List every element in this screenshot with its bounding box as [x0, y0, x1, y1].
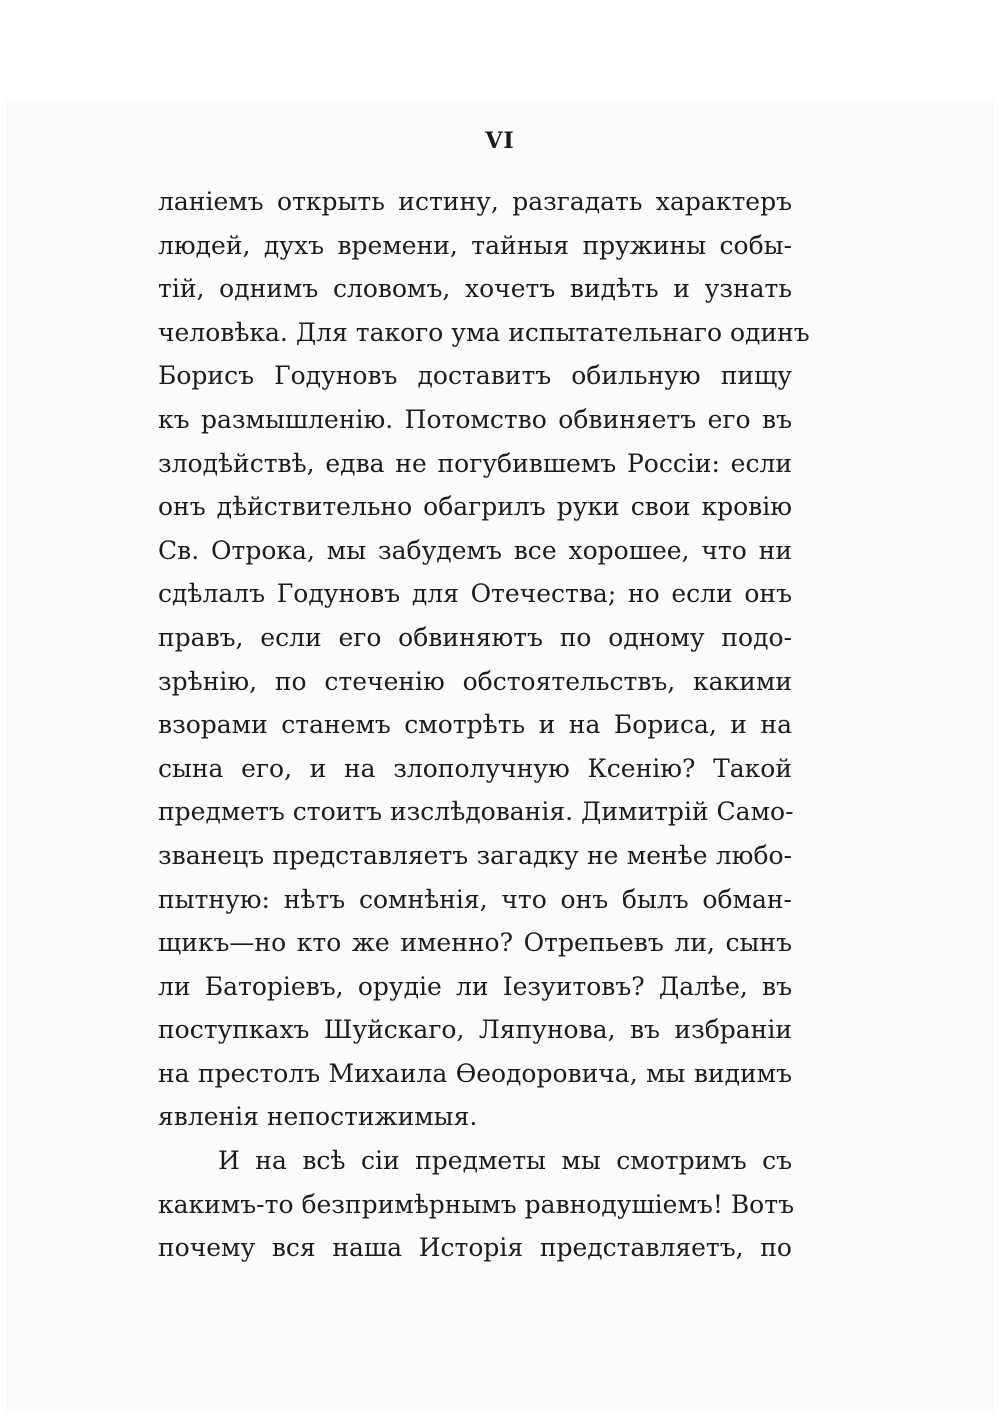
text-line: явленія непостижимыя. [158, 1102, 478, 1132]
page-number: VI [485, 128, 515, 154]
text-line: Св. Отрока, мы забудемъ все хорошее, что ни [158, 535, 792, 565]
text-line: ли Баторіевъ, орудіе ли Іезуитовъ? Далѣе, въ [158, 971, 792, 1001]
text-line: пытную: нѣтъ сомнѣнія, что онъ былъ обман- [158, 884, 792, 914]
text-line: тій, однимъ словомъ, хочетъ видѣть и узнать [158, 274, 792, 304]
text-line: Борисъ Годуновъ доставитъ обильную пищу [158, 361, 792, 391]
text-line: людей, духъ времени, тайныя пружины собы- [158, 230, 792, 260]
paragraph-2 [158, 1139, 792, 1270]
text-line: сына его, и на злополучную Ксенію? Такой [158, 753, 792, 783]
text-line: человѣка. Для такого ума испытательнаго одинъ [158, 317, 810, 347]
text-line: онъ дѣйствительно обагрилъ руки свои кровію [158, 492, 792, 522]
text-line: званецъ представляетъ загадку не менѣе любо- [158, 840, 792, 870]
text-line: какимъ-то безпримѣрнымъ равнодушіемъ! Вотъ [158, 1189, 794, 1219]
text-line: злодѣйствѣ, едва не погубившемъ Россіи: если [158, 448, 792, 478]
text-line: зрѣнію, по стеченію обстоятельствъ, какими [158, 666, 792, 696]
text-line: поступкахъ Шуйскаго, Ляпунова, въ избраніи [158, 1015, 792, 1045]
text-line: почему вся наша Исторія представляетъ, по [158, 1233, 792, 1263]
text-line: правъ, если его обвиняютъ по одному подо- [158, 622, 792, 652]
text-line: взорами станемъ смотрѣть и на Бориса, и на [158, 710, 792, 740]
text-line: предметъ стоитъ изслѣдованія. Димитрій Само- [158, 797, 794, 827]
text-line: щикъ—но кто же именно? Отрепьевъ ли, сынъ [158, 928, 792, 958]
text-line: ланіемъ открыть истину, разгадать характеръ [158, 187, 792, 216]
body-text [158, 180, 810, 1270]
text-line: къ размышленію. Потомство обвиняетъ его въ [158, 404, 792, 434]
text-line: на престолъ Михаила Ѳеодоровича, мы видимъ [158, 1058, 792, 1088]
text-line: сдѣлалъ Годуновъ для Отечества; но если онъ [158, 579, 792, 609]
text-line: И на всѣ сіи предметы мы смотримъ съ [218, 1146, 792, 1176]
paragraph-1 [158, 180, 810, 1139]
